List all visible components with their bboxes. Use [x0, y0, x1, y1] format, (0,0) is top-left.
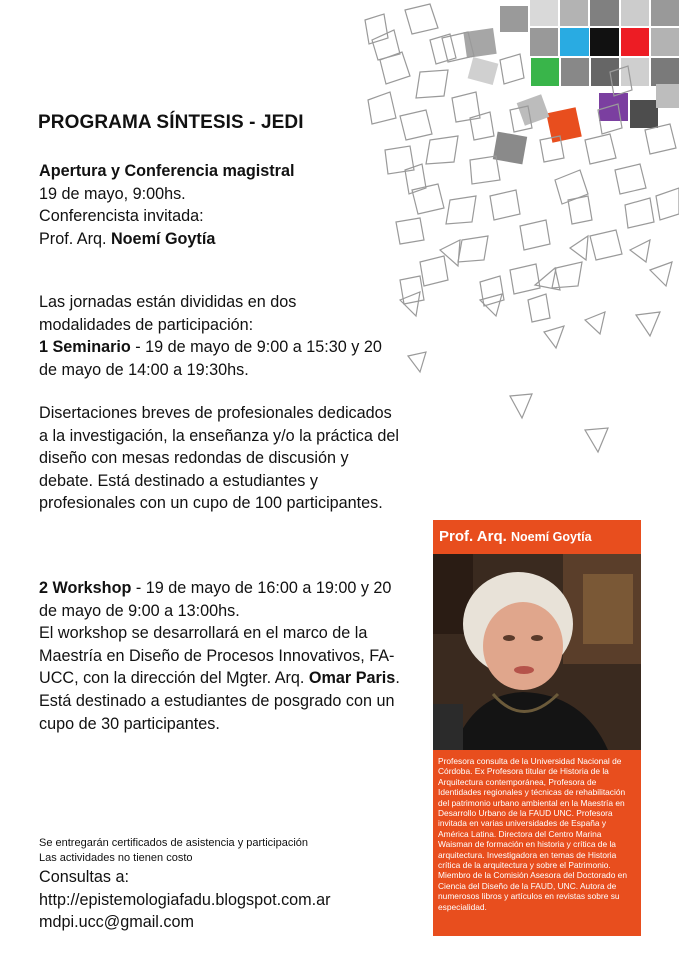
- modalities-section: [39, 291, 401, 381]
- workshop-director-name: Omar Paris: [308, 669, 396, 688]
- card-title-prefix: Prof. Arq.: [439, 528, 507, 545]
- certificates-note: Se entregarán certificados de asistencia y participación: [39, 837, 309, 849]
- workshop-label: 2 Workshop: [39, 579, 132, 597]
- opening-date: 19 de mayo, 9:00hs.: [39, 184, 186, 203]
- opening-section: [39, 160, 401, 250]
- speaker-photo: [433, 554, 641, 750]
- speaker-name: Noemí Goytía: [110, 229, 216, 248]
- cost-note: Las actividades no tienen costo: [39, 852, 193, 864]
- email-link[interactable]: mdpi.ucc@gmail.com: [39, 913, 194, 932]
- decorative-geometric-pattern: [360, 0, 679, 470]
- contact-label: Consultas a:: [39, 868, 129, 886]
- speaker-line: [39, 228, 401, 251]
- speaker-bio: Profesora consulta de la Universidad Nacional de Córdoba. Ex Profesora titular de Historia de la Arquitectura contemporánea, Profesora de Identidades regionales y técnicas de rehabilitación del patrimonio urbano ambiental en la Maestría en Desarrollo Urbano de la FAUD UNC. Profesora invitada en varias universidades de España y América Latina. Directora del Centro Marina Waisman de formación en historia y crítica de la arquitectura. Investigadora en temas de Historia crítica de la arquitectura y sobre el Patrimonio. Miembro de la Comisión Asesora del Doctorado en Ciencia del Diseño de la FAUD, UNC. Autora de numerosos libros y artículos en revistas sobre su especialidad.: [438, 756, 627, 912]
- workshop-desc-2: . Está destinado a estudiantes de posgrado con un cupo de 30 participantes.: [39, 669, 400, 733]
- intro-line-2: modalidades de participación:: [39, 315, 254, 334]
- intro-line-1: Las jornadas están divididas en dos: [39, 293, 297, 311]
- workshop-text: - 19 de mayo de 16:00 a 19:00 y 20 de mayo de 9:00 a 13:00hs.: [39, 579, 392, 620]
- card-title: [433, 520, 641, 554]
- workshop-description: [39, 622, 401, 735]
- blog-link[interactable]: http://epistemologiafadu.blogspot.com.ar: [39, 890, 331, 909]
- speaker-label: Conferencista invitada:: [39, 207, 204, 226]
- page-title: PROGRAMA SÍNTESIS - JEDI: [38, 112, 304, 133]
- seminar-label: 1 Seminario: [39, 338, 131, 357]
- speaker-prefix: Prof. Arq.: [39, 229, 107, 248]
- workshop-section: [39, 577, 401, 735]
- opening-heading: Apertura y Conferencia magistral: [39, 162, 295, 180]
- workshop-director-title: Mgter. Arq.: [226, 669, 305, 688]
- seminar-line: [39, 336, 401, 381]
- seminar-description: Disertaciones breves de profesionales dedicados a la investigación, la enseñanza y/o la práctica del diseño con mesas redondas de discusión y debate. Está destinado a estudiantes y profesionales con un cupo de 100 participantes.: [39, 404, 399, 513]
- speaker-card: [433, 520, 641, 936]
- seminar-text: - 19 de mayo de 9:00 a 15:30 y 20 de mayo de 14:00 a 19:30hs.: [39, 338, 382, 379]
- footer: [39, 836, 419, 934]
- workshop-desc-1: El workshop se desarrollará en el marco de la Maestría en Diseño de Procesos Innovativos, FA-UCC, con la dirección del: [39, 624, 395, 688]
- card-title-name: Noemí Goytía: [510, 530, 592, 544]
- workshop-line: [39, 577, 401, 622]
